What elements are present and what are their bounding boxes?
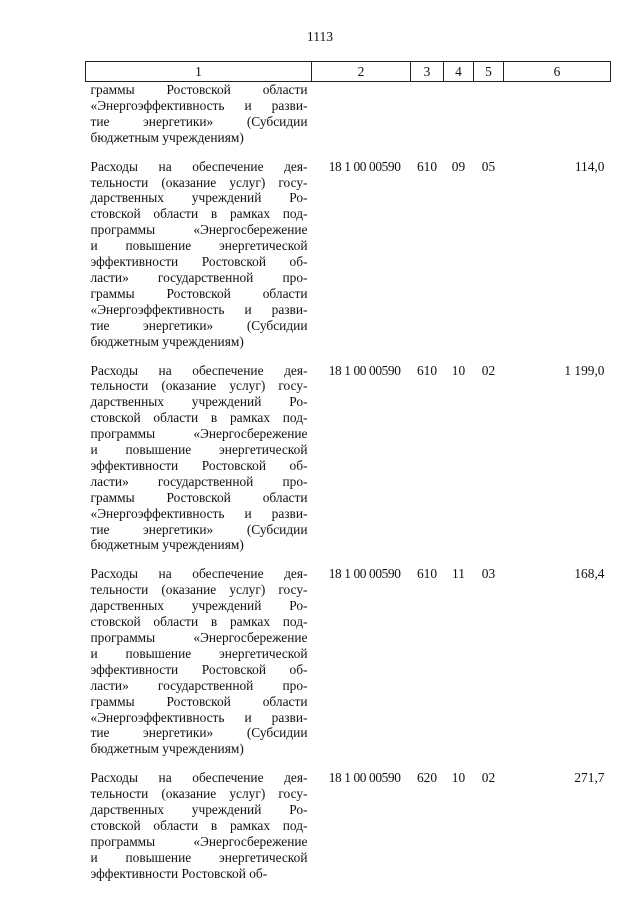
description-line: эффективности Ростовской об-: [90, 457, 308, 473]
description-line: граммы Ростовской области: [90, 489, 308, 505]
subsection-code: 05: [481, 158, 496, 174]
description-line: бюджетным учреждениям): [90, 741, 244, 757]
description-line: тие энергетики» (Субсидии: [90, 317, 308, 333]
description-line: ласти» государственной про-: [90, 473, 308, 489]
description-line: тие энергетики» (Субсидии: [90, 521, 308, 537]
description-line: дарственных учреждений Ро-: [90, 394, 308, 410]
description-line: бюджетным учреждениям): [90, 537, 244, 553]
description-line: дарственных учреждений Ро-: [90, 802, 308, 818]
description-line: эффективности Ростовской об-: [90, 865, 268, 881]
description-line: стовской области в рамках под-: [90, 614, 308, 630]
section-code: 11: [452, 566, 465, 582]
description-line: бюджетным учреждениям): [90, 129, 244, 145]
description-line: и повышение энергетической: [90, 645, 308, 661]
description-line: ласти» государственной про-: [90, 269, 308, 285]
column-header: 6: [504, 62, 611, 82]
column-header: 5: [474, 62, 504, 82]
description-line: ласти» государственной про-: [90, 677, 308, 693]
section-code: 10: [451, 362, 466, 378]
description-line: дарственных учреждений Ро-: [90, 190, 308, 206]
description-line: тельности (оказание услуг) госу-: [90, 378, 308, 394]
column-header: 3: [411, 62, 444, 82]
description-line: тельности (оказание услуг) госу-: [90, 786, 308, 802]
description-line: эффективности Ростовской об-: [90, 254, 308, 270]
row-description: [86, 82, 312, 146]
description-line: тельности (оказание услуг) госу-: [90, 174, 308, 190]
amount: 1 199,0: [564, 362, 605, 378]
amount: 114,0: [574, 158, 605, 174]
description-line: программы «Энергосбережение: [90, 222, 308, 238]
table-header-row: [86, 62, 611, 82]
description-line: «Энергоэффективность и разви-: [90, 709, 308, 725]
amount: 271,7: [574, 770, 605, 786]
description-line: «Энергоэффективность и разви-: [90, 301, 308, 317]
row-description: [86, 553, 312, 757]
description-line: программы «Энергосбережение: [90, 833, 308, 849]
description-line: тие энергетики» (Субсидии: [90, 113, 308, 129]
target-article-code: 18 1 00 00590: [328, 770, 401, 786]
description-line: «Энергоэффективность и разви-: [90, 97, 308, 113]
description-line: тие энергетики» (Субсидии: [90, 725, 308, 741]
expense-type: 610: [416, 566, 438, 582]
description-line: граммы Ростовской области: [90, 82, 308, 97]
table-row: [86, 757, 611, 881]
description-line: программы «Энергосбережение: [90, 630, 308, 645]
description-line: дарственных учреждений Ро-: [90, 598, 308, 614]
subsection-code: 02: [481, 362, 496, 378]
description-line: стовской области в рамках под-: [90, 206, 308, 222]
target-article-code: 18 1 00 00590: [328, 158, 401, 174]
target-article-code: 18 1 00 00590: [328, 566, 401, 582]
description-line: тельности (оказание услуг) госу-: [90, 582, 308, 598]
target-article-code: 18 1 00 00590: [328, 362, 401, 378]
section-code: 09: [451, 158, 466, 174]
description-line: граммы Ростовской области: [90, 693, 308, 709]
amount: 168,4: [574, 566, 605, 582]
description-line: граммы Ростовской области: [90, 285, 308, 301]
budget-table: [85, 61, 611, 882]
column-header: 1: [86, 62, 312, 82]
description-line: программы «Энергосбережение: [90, 426, 308, 442]
subsection-code: 02: [481, 770, 496, 786]
description-line: и повышение энергетической: [90, 849, 308, 865]
column-header: 4: [444, 62, 474, 82]
page-number: 1113: [306, 29, 334, 44]
table-row: [86, 146, 611, 350]
description-line: Расходы на обеспечение дея-: [90, 362, 308, 378]
table-row: [86, 553, 611, 757]
row-description: [86, 146, 312, 350]
column-header: 2: [312, 62, 411, 82]
description-line: Расходы на обеспечение дея-: [90, 770, 308, 786]
description-line: и повышение энергетической: [90, 442, 308, 458]
description-line: бюджетным учреждениям): [90, 333, 244, 349]
description-line: Расходы на обеспечение дея-: [90, 158, 308, 174]
continuation-row: [86, 82, 611, 146]
subsection-code: 03: [481, 566, 496, 582]
row-description: [86, 757, 312, 881]
expense-type: 610: [416, 362, 438, 378]
description-line: стовской области в рамках под-: [90, 410, 308, 426]
row-description: [86, 350, 312, 554]
expense-type: 610: [416, 158, 438, 174]
section-code: 10: [451, 770, 466, 786]
expense-type: 620: [416, 770, 438, 786]
description-line: «Энергоэффективность и разви-: [90, 505, 308, 521]
description-line: эффективности Ростовской об-: [90, 661, 308, 677]
table-row: [86, 350, 611, 554]
description-line: Расходы на обеспечение дея-: [90, 566, 308, 582]
description-line: стовской области в рамках под-: [90, 817, 308, 833]
description-line: и повышение энергетической: [90, 238, 308, 254]
